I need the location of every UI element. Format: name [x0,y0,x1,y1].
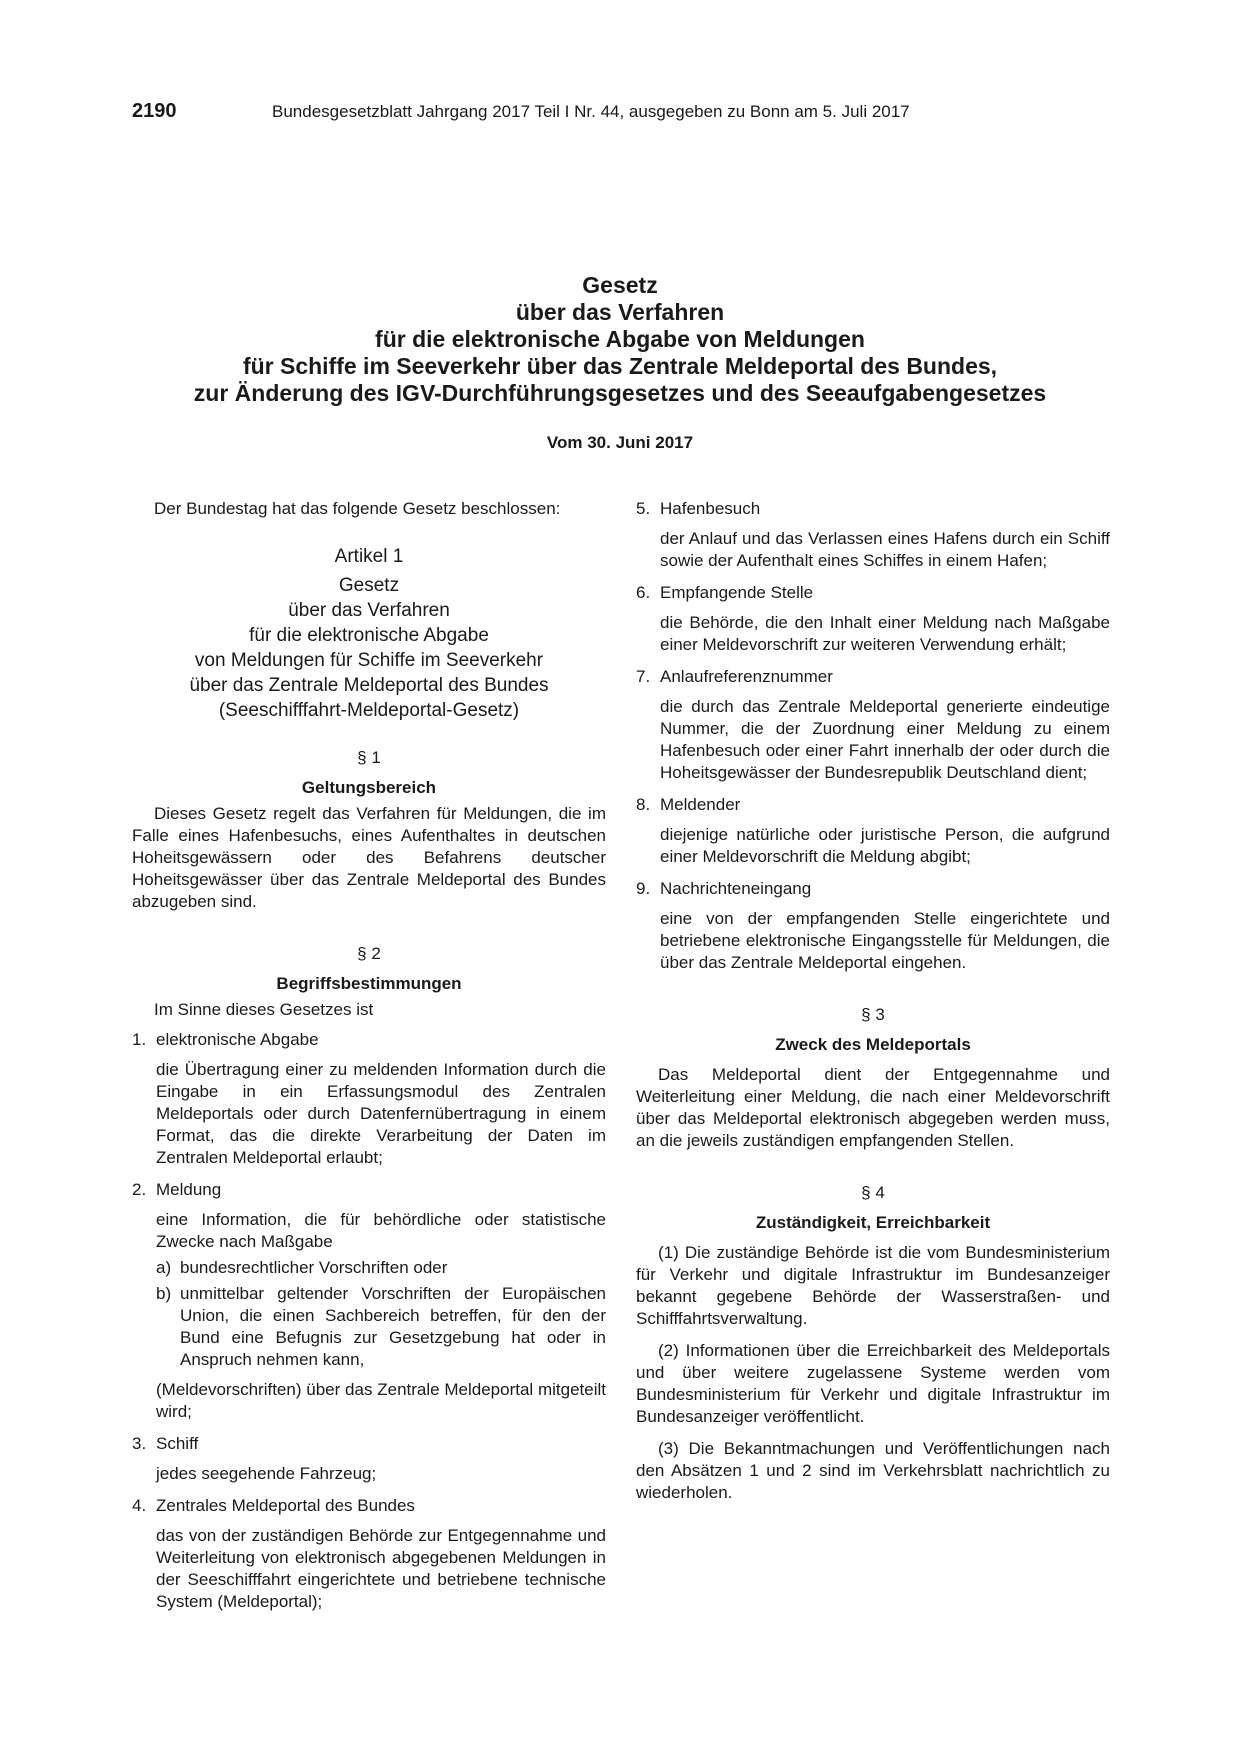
article-label: Artikel 1 [334,546,404,567]
title-line: für Schiffe im Seeverkehr über das Zentrale Meldeportal des Bundes, [242,353,998,379]
definition-number: 9. [636,879,651,898]
section-sign-2: § 2 [357,944,381,963]
title-line: für die elektronische Abgabe von Meldungen [375,326,865,352]
definition-text: eine Information, die für behördliche oder statistische Zwecke nach Maßgabe [156,1210,606,1251]
definition-term [132,1495,606,1517]
definition-number: 2. [132,1180,147,1199]
definition-number: 5. [636,499,651,518]
definition-number: 3. [132,1434,147,1453]
title-line: zur Änderung des IGV-Durchführungsgesetzes und des Seeaufgabengesetzes [193,380,1047,406]
subitem-letter: b) [156,1284,172,1303]
definition-subitem [132,1257,606,1279]
definition-term [132,1433,606,1455]
definition-term [636,878,1110,900]
definition-text: eine von der empfangenden Stelle eingerichtete und betriebene elektronische Eingangsstelle für Meldungen, die über das Zentrale Meldeportal eingehen. [660,909,1110,972]
definition-term [636,582,1110,604]
definition-term [636,794,1110,816]
definition-label: Schiff [156,1434,199,1453]
title-line: Gesetz [582,272,658,298]
definition-text: das von der zuständigen Behörde zur Entgegennahme und Weiterleitung von elektronisch abgegebenen Meldungen in der Seeschifffahrt eingerichtete und betriebene technische System (Meldeportal); [156,1526,606,1611]
definition-number: 8. [636,795,651,814]
subitem-text: bundesrechtlicher Vorschriften oder [180,1258,448,1277]
left-column [132,498,606,1613]
section-paragraph-1: (1) Die zuständige Behörde ist die vom Bundesministerium für Verkehr und digitale Infrastruktur im Bundesanzeiger bekannt gegebene Behörde der Wasserstraßen- und Schifffahrtsverwaltung. [636,1243,1110,1328]
section-paragraph-2: (2) Informationen über die Erreichbarkeit des Meldeportals und über weitere zugelassene Systeme werden vom Bundesministerium für Verkehr und digitale Infrastruktur im Bundesanzeiger veröffentlicht. [636,1341,1110,1426]
section-heading-1: Geltungsbereich [301,778,437,797]
document-date: Vom 30. Juni 2017 [546,433,694,452]
article-heading [132,544,606,723]
article-title-line: für die elektronische Abgabe [249,625,489,646]
definition-label: elektronische Abgabe [156,1030,319,1049]
definition-number: 1. [132,1030,147,1049]
section-text-1: Dieses Gesetz regelt das Verfahren für Meldungen, die im Falle eines Hafenbesuchs, eines Aufenthaltes in deutschen Hoheitsgewässern oder des Befahrens deutscher Hoheitsgewässer über das Zentrale Meldeportal des Bundes abzugeben sind. [132,804,606,911]
subitem-letter: a) [156,1258,172,1277]
article-title-line: von Meldungen für Schiffe im Seeverkehr [194,650,544,671]
right-column [636,498,1110,1504]
definition-label: Empfangende Stelle [660,583,814,602]
definition-number: 7. [636,667,651,686]
definition-label: Meldender [660,795,741,814]
definition-text: diejenige natürliche oder juristische Person, die aufgrund einer Meldevorschrift die Meldung abgibt; [660,825,1110,866]
definition-term [636,498,1110,520]
definition-label: Nachrichteneingang [660,879,812,898]
definition-text: (Meldevorschriften) über das Zentrale Meldeportal mitgeteilt wird; [156,1380,606,1421]
article-title-line: Gesetz [338,575,400,596]
definition-text: die Behörde, die den Inhalt einer Meldung nach Maßgabe einer Meldevorschrift zur weiteren Verwendung erhält; [660,613,1110,654]
section-sign-1: § 1 [357,748,381,767]
publication-header: Bundesgesetzblatt Jahrgang 2017 Teil I Nr. 44, ausgegeben zu Bonn am 5. Juli 2017 [272,102,910,121]
section-text-3: Das Meldeportal dient der Entgegennahme und Weiterleitung einer Meldung, die nach einer Meldevorschrift über das Meldeportal elektronisch abgegeben werden muss, an die jeweils zuständigen empfangenden Stellen. [636,1065,1110,1150]
definition-subitem [132,1283,606,1371]
section-heading-4: Zuständigkeit, Erreichbarkeit [755,1213,991,1232]
section-sign-4: § 4 [861,1183,885,1202]
article-title-line: über das Zentrale Meldeportal des Bundes [189,675,549,696]
definition-label: Hafenbesuch [660,499,761,518]
definition-text: die Übertragung einer zu meldenden Information durch die Eingabe in ein Erfassungsmodul des Zentralen Meldeportals oder durch Datenfernübertragung in einem Format, das die direkte Verarbeitung der Daten im Zentralen Meldeportal erlaubt; [156,1060,606,1167]
subitem-text: unmittelbar geltender Vorschriften der Europäischen Union, die einen Sachbereich betreffen, für den der Bund eine Befugnis zur Gesetzgebung hat oder in Anspruch nehmen kann, [180,1284,606,1369]
title-line: über das Verfahren [515,299,725,325]
article-title-line: über das Verfahren [288,600,450,621]
definition-text: jedes seegehende Fahrzeug; [156,1464,377,1483]
enactment-clause: Der Bundestag hat das folgende Gesetz beschlossen: [154,499,561,518]
definitions-intro: Im Sinne dieses Gesetzes ist [154,1000,374,1019]
definition-number: 4. [132,1496,147,1515]
definition-text: der Anlauf und das Verlassen eines Hafens durch ein Schiff sowie der Aufenthalt eines Schiffes in einem Hafen; [660,529,1110,570]
definition-text: die durch das Zentrale Meldeportal generierte eindeutige Nummer, die der Zuordnung einer Meldung zu einem Hafenbesuch oder einer Fahrt innerhalb der oder durch die Hoheitsgewässer der Bundesrepublik Deutschland dient; [660,697,1110,782]
definition-term [132,1179,606,1201]
definition-number: 6. [636,583,651,602]
section-heading-3: Zweck des Meldeportals [775,1035,971,1054]
definition-label: Meldung [156,1180,222,1199]
section-paragraph-3: (3) Die Bekanntmachungen und Veröffentlichungen nach den Absätzen 1 und 2 sind im Verkehrsblatt nachrichtlich zu wiederholen. [636,1439,1110,1502]
document-title [120,272,1120,407]
definition-term [636,666,1110,688]
definition-label: Zentrales Meldeportal des Bundes [156,1496,415,1515]
page-number: 2190 [132,100,177,122]
section-sign-3: § 3 [861,1005,885,1024]
definition-term [132,1029,606,1051]
article-title-line: (Seeschifffahrt-Meldeportal-Gesetz) [218,700,520,721]
definition-label: Anlaufreferenznummer [660,667,833,686]
section-heading-2: Begriffsbestimmungen [276,974,462,993]
